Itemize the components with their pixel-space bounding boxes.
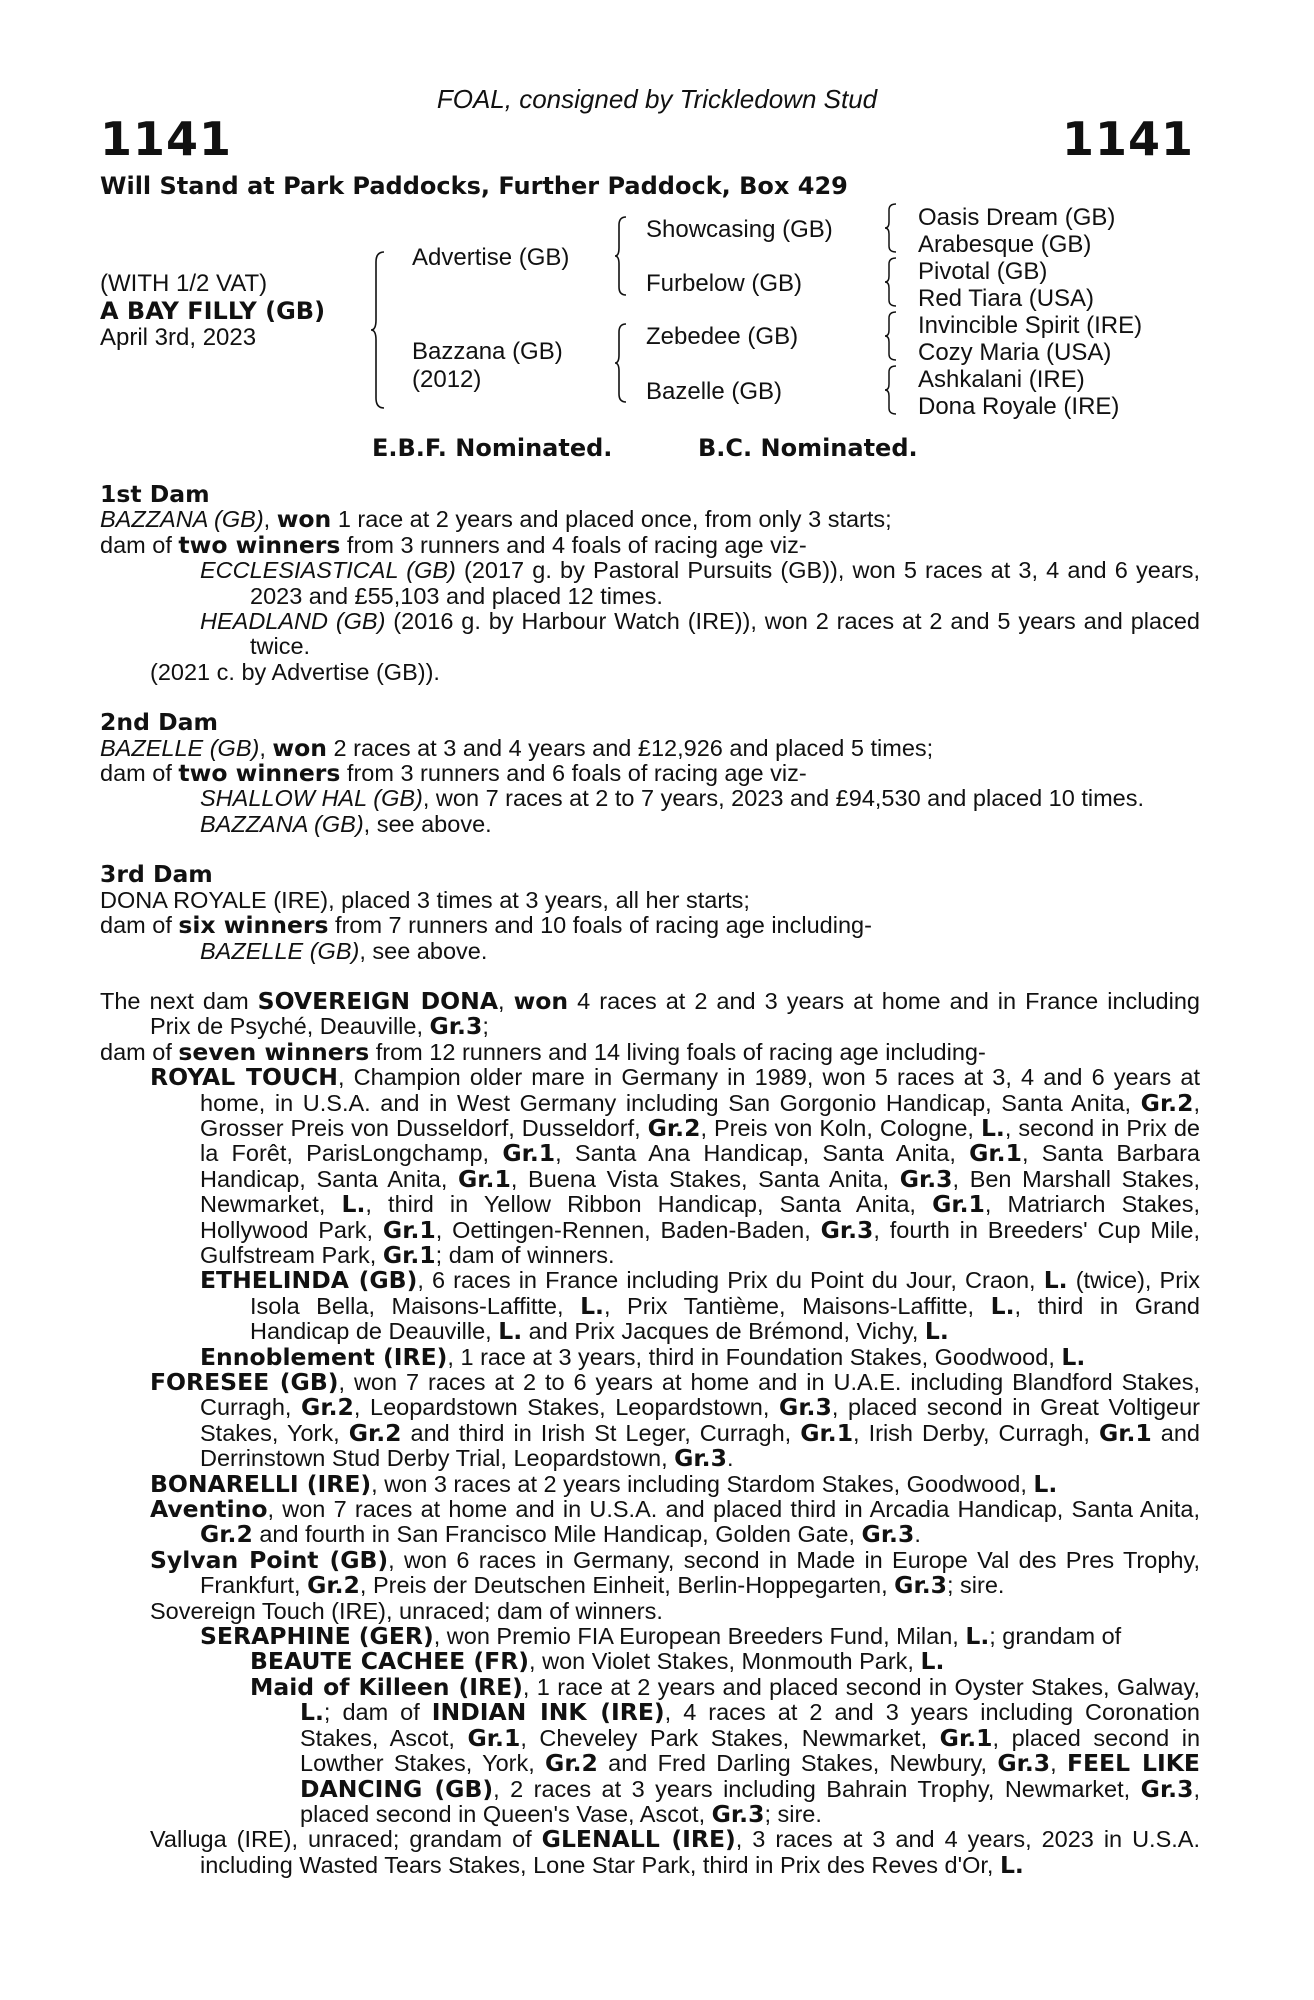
bold-run: L.: [1043, 1266, 1068, 1295]
first-dam-heading: 1st Dam: [100, 480, 210, 508]
produce-entry-ethelinda: ETHELINDA (GB), 6 races in France including Prix du Point du Jour, Craon, L. (twice), Prix Isola Bella, Maisons-Laffitte, L., Prix Tantième, Maisons-Laffitte, L., third in Grand Handicap de Deauville, L. and Prix Jacques de Brémond, Vichy, L.: [200, 1266, 1201, 1346]
bold-run: L.: [498, 1317, 523, 1346]
vat-note: (WITH 1/2 VAT): [100, 270, 268, 297]
produce-entry-seraphine: SERAPHINE (GER), won Premio FIA European Breeders Fund, Milan, L.; grandam of: [200, 1622, 1122, 1651]
stand-location: Will Stand at Park Paddocks, Further Paddock, Box 429: [100, 172, 848, 200]
bold-run: L.: [580, 1291, 604, 1320]
italic-run: BAZELLE (GB): [200, 937, 360, 964]
bold-run: INDIAN INK (IRE): [431, 1698, 665, 1727]
bold-run: Gr.3: [429, 1012, 483, 1041]
bold-run: Gr.1: [939, 1723, 993, 1752]
second-dam-produce-summary: dam of two winners from 3 runners and 6 foals of racing age viz-: [100, 759, 807, 788]
bold-run: Gr.3: [820, 1215, 874, 1244]
bold-run: Gr.3: [779, 1393, 832, 1422]
next-dam-record: The next dam SOVEREIGN DONA, won 4 races at 2 and 3 years at home and in France including Prix de Psyché, Deauville, Gr.3;: [100, 986, 1200, 1041]
bold-run: SERAPHINE (GER): [200, 1622, 434, 1651]
italic-run: HEADLAND (GB): [200, 608, 386, 635]
bold-run: won: [276, 505, 332, 534]
lot-number-right: 1141: [1061, 112, 1194, 166]
bold-run: Maid of Killeen (IRE): [250, 1672, 523, 1701]
pedigree-brace-main: [370, 250, 386, 410]
produce-entry: BAZELLE (GB), see above.: [200, 937, 488, 964]
bold-run: Gr.3: [894, 1571, 947, 1600]
produce-entry-aventino: Aventino, won 7 races at home and in U.S.A. and placed third in Arcadia Handicap, Santa Anita, Gr.2 and fourth in San Francisco Mile Handicap, Golden Gate, Gr.3.: [150, 1495, 1200, 1549]
bold-run: Aventino: [150, 1495, 268, 1524]
pedigree-sire: Advertise (GB): [412, 244, 570, 271]
bold-run: Gr.3: [899, 1164, 953, 1193]
bold-run: L.: [1033, 1469, 1058, 1498]
pedigree-g3-5: Invincible Spirit (IRE): [918, 312, 1143, 339]
bold-run: Gr.3: [1140, 1774, 1194, 1803]
bold-run: FORESEE (GB): [150, 1368, 339, 1396]
bold-run: Gr.2: [348, 1418, 402, 1447]
third-dam-heading: 3rd Dam: [100, 860, 213, 889]
bold-run: BEAUTE CACHEE (FR): [250, 1647, 530, 1676]
bold-run: FEEL LIKE DANCING (GB): [300, 1749, 1200, 1803]
bold-run: Gr.1: [932, 1190, 985, 1219]
pedigree-g3-6: Cozy Maria (USA): [918, 339, 1112, 366]
bold-run: two winners: [178, 530, 341, 559]
bold-run: Gr.2: [647, 1113, 701, 1142]
produce-entry-sylvan-point: Sylvan Point (GB), won 6 races in Germany, second in Made in Europe Val des Pres Trophy, Frankfurt, Gr.2, Preis der Deutschen Einheit, Berlin-Hoppegarten, Gr.3; sire.: [150, 1545, 1200, 1600]
bc-nominated: B.C. Nominated.: [698, 434, 918, 462]
bold-run: Gr.1: [458, 1164, 511, 1193]
produce-entry-ennoblement: Ennoblement (IRE), 1 race at 3 years, third in Foundation Stakes, Goodwood, L.: [200, 1342, 1086, 1371]
bold-run: two winners: [178, 759, 341, 788]
bold-run: L.: [965, 1622, 990, 1651]
third-dam-record: DONA ROYALE (IRE), placed 3 times at 3 years, all her starts;: [100, 886, 750, 913]
italic-run: BAZELLE (GB): [100, 734, 260, 761]
ebf-nominated: E.B.F. Nominated.: [372, 434, 613, 462]
bold-run: Gr.2: [545, 1749, 598, 1778]
produce-entry-royal-touch: ROYAL TOUCH, Champion older mare in Germany in 1989, won 5 races at 3, 4 and 6 years at home, in U.S.A. and in West Germany including San Gorgonio Handicap, Santa Anita, Gr.2, Grosser Preis von Dusseldorf, Dusseldorf, Gr.2, Preis von Koln, Cologne, L., second in Prix de la Forêt, ParisLongchamp, Gr.1, Santa Ana Handicap, Santa Anita, Gr.1, Santa Barbara Handicap, Santa Anita, Gr.1, Buena Vista Stakes, Santa Anita, Gr.3, Ben Marshall Stakes, Newmarket, L., third in Yellow Ribbon Handicap, Santa Anita, Gr.1, Matriarch Stakes, Hollywood Park, Gr.1, Oettingen-Rennen, Baden-Baden, Gr.3, fourth in Breeders' Cup Mile, Gulfstream Park, Gr.1; dam of winners.: [150, 1063, 1200, 1269]
pedigree-dam-year: (2012): [412, 366, 482, 393]
pedigree-sire-dam: Furbelow (GB): [646, 270, 803, 297]
bold-run: Ennoblement (IRE): [200, 1342, 448, 1371]
bold-run: Gr.1: [382, 1215, 436, 1244]
bold-run: Gr.1: [800, 1418, 854, 1447]
italic-run: ECCLESIASTICAL (GB): [200, 557, 456, 584]
pedigree-g3-3: Pivotal (GB): [918, 258, 1048, 285]
bold-run: won: [513, 986, 569, 1015]
italic-run: BAZZANA (GB): [100, 506, 264, 533]
horse-name: A BAY FILLY (GB): [100, 297, 326, 325]
lot-number-left: 1141: [100, 112, 233, 166]
bold-run: L.: [1061, 1342, 1086, 1371]
bold-run: Gr.2: [1140, 1088, 1194, 1117]
catalogue-body: [100, 482, 1200, 1878]
bold-run: Gr.3: [997, 1749, 1051, 1778]
second-dam-record: BAZELLE (GB), won 2 races at 3 and 4 years and £12,926 and placed 5 times;: [100, 733, 934, 762]
bold-run: Gr.2: [200, 1520, 253, 1549]
produce-entry-bonarelli: BONARELLI (IRE), won 3 races at 2 years including Stardom Stakes, Goodwood, L.: [150, 1469, 1058, 1498]
first-dam-produce-summary: dam of two winners from 3 runners and 4 foals of racing age viz-: [100, 530, 807, 559]
bold-run: L.: [980, 1113, 1005, 1142]
bold-run: Gr.3: [711, 1799, 765, 1828]
pedigree-brace-dam: [614, 322, 628, 404]
bold-run: BONARELLI (IRE): [150, 1469, 372, 1498]
bold-run: Gr.1: [382, 1240, 436, 1269]
pedigree-brace-g2: [884, 256, 898, 308]
pedigree-dam-sire: Zebedee (GB): [646, 323, 799, 350]
bold-run: L.: [990, 1291, 1015, 1320]
bold-run: Gr.1: [1098, 1418, 1152, 1447]
bold-run: GLENALL (IRE): [541, 1825, 736, 1854]
produce-entry-maid-of-killeen: Maid of Killeen (IRE), 1 race at 2 years and placed second in Oyster Stakes, Galway, L.; dam of INDIAN INK (IRE), 4 races at 2 and 3 years including Coronation Stakes, Ascot, Gr.1, Cheveley Park Stakes, Newmarket, Gr.1, placed second in Lowther Stakes, York, Gr.2 and Fred Darling Stakes, Newbury, Gr.3, FEEL LIKE DANCING (GB), 2 races at 3 years including Bahrain Trophy, Newmarket, Gr.3, placed second in Queen's Vase, Ascot, Gr.3; sire.: [250, 1672, 1201, 1828]
produce-entry: ECCLESIASTICAL (GB) (2017 g. by Pastoral Pursuits (GB)), won 5 races at 3, 4 and 6 years, 2023 and £55,103 and placed 12 times.: [200, 557, 1200, 609]
third-dam-produce-summary: dam of six winners from 7 runners and 10 foals of racing age including-: [100, 911, 872, 940]
pedigree-brace-g3: [884, 310, 898, 362]
next-dam-produce-summary: dam of seven winners from 12 runners and 14 living foals of racing age including-: [100, 1037, 986, 1066]
second-dam-heading: 2nd Dam: [100, 708, 218, 737]
bold-run: Gr.2: [301, 1393, 354, 1422]
foaling-date: April 3rd, 2023: [100, 324, 257, 351]
produce-entry-valluga: Valluga (IRE), unraced; grandam of GLENALL (IRE), 3 races at 3 and 4 years, 2023 in U.S.A. including Wasted Tears Stakes, Lone Star Park, third in Prix des Reves d'Or, L.: [150, 1825, 1200, 1879]
bold-run: L.: [924, 1317, 949, 1346]
bold-run: Gr.1: [467, 1723, 521, 1752]
bold-run: ETHELINDA (GB): [200, 1266, 418, 1295]
pedigree-dam: Bazzana (GB): [412, 338, 563, 365]
produce-entry: SHALLOW HAL (GB), won 7 races at 2 to 7 years, 2023 and £94,530 and placed 10 times.: [200, 785, 1145, 812]
bold-run: L.: [920, 1647, 945, 1676]
bold-run: L.: [341, 1190, 366, 1219]
first-dam-record: BAZZANA (GB), won 1 race at 2 years and placed once, from only 3 starts;: [100, 505, 892, 534]
bold-run: Sylvan Point (GB): [150, 1545, 389, 1574]
pedigree-brace-sire: [614, 215, 628, 297]
produce-entry: (2021 c. by Advertise (GB)).: [150, 658, 440, 685]
bold-run: Gr.3: [674, 1444, 727, 1473]
bold-run: ROYAL TOUCH: [150, 1063, 338, 1092]
pedigree-sire-sire: Showcasing (GB): [646, 216, 833, 243]
pedigree-g3-2: Arabesque (GB): [918, 231, 1092, 258]
bold-run: Gr.1: [969, 1139, 1022, 1168]
produce-entry-foresee: FORESEE (GB), won 7 races at 2 to 6 years at home and in U.A.E. including Blandford Stakes, Curragh, Gr.2, Leopardstown Stakes, Leopardstown, Gr.3, placed second in Great Voltigeur Stakes, York, Gr.2 and third in Irish St Leger, Curragh, Gr.1, Irish Derby, Curragh, Gr.1 and Derrinstown Stud Derby Trial, Leopardstown, Gr.3.: [150, 1368, 1200, 1473]
pedigree-dam-dam: Bazelle (GB): [646, 378, 783, 405]
bold-run: L.: [300, 1698, 324, 1727]
produce-entry-beaute-cachee: BEAUTE CACHEE (FR), won Violet Stakes, Monmouth Park, L.: [250, 1647, 945, 1676]
italic-run: BAZZANA (GB): [200, 810, 364, 837]
bold-run: six winners: [178, 911, 329, 940]
bold-run: Gr.2: [307, 1571, 360, 1600]
bold-run: Gr.1: [502, 1139, 556, 1168]
bold-run: Gr.3: [861, 1520, 915, 1549]
pedigree-brace-g1: [884, 202, 898, 254]
bold-run: seven winners: [178, 1037, 370, 1066]
pedigree-g3-8: Dona Royale (IRE): [918, 393, 1120, 420]
produce-entry: HEADLAND (GB) (2016 g. by Harbour Watch (IRE)), won 2 races at 2 and 5 years and placed twice.: [200, 608, 1200, 660]
pedigree-g3-4: Red Tiara (USA): [918, 285, 1095, 312]
italic-run: SHALLOW HAL (GB): [200, 785, 423, 812]
pedigree-g3-1: Oasis Dream (GB): [918, 204, 1116, 231]
bold-run: won: [272, 733, 327, 762]
produce-entry: BAZZANA (GB), see above.: [200, 810, 492, 837]
pedigree-g3-7: Ashkalani (IRE): [918, 366, 1085, 393]
consignor-line: FOAL, consigned by Trickledown Stud: [436, 84, 878, 114]
bold-run: L.: [999, 1850, 1024, 1879]
produce-entry-sovereign-touch: Sovereign Touch (IRE), unraced; dam of winners.: [150, 1597, 663, 1624]
pedigree-brace-g4: [884, 364, 898, 416]
bold-run: SOVEREIGN DONA: [257, 986, 499, 1015]
